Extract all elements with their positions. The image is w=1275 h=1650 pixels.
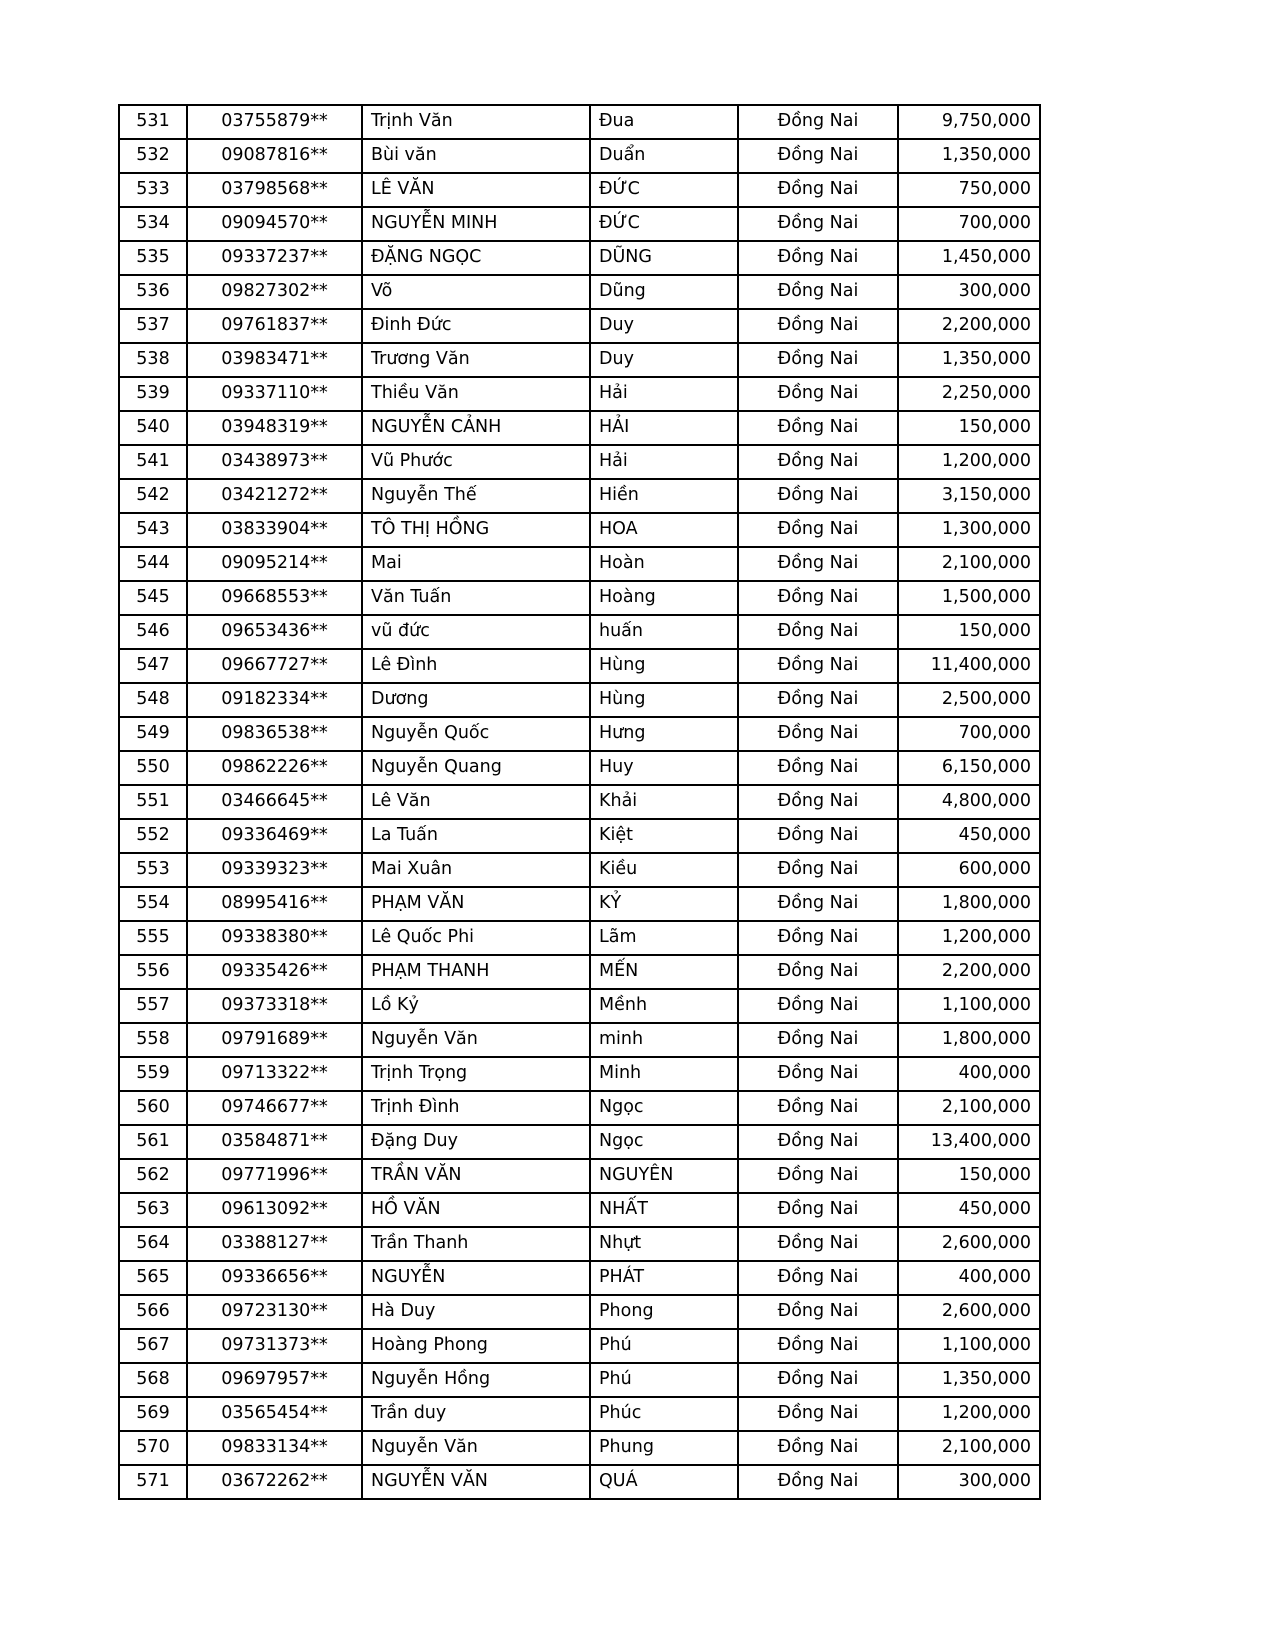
cell-amount: 3,150,000 xyxy=(898,479,1040,513)
cell-given-name: Hà Duy xyxy=(362,1295,590,1329)
cell-phone: 03948319** xyxy=(187,411,362,445)
cell-given-name: Trịnh Trọng xyxy=(362,1057,590,1091)
cell-given-name: Trịnh Đình xyxy=(362,1091,590,1125)
cell-last-name: Hải xyxy=(590,445,738,479)
cell-phone: 08995416** xyxy=(187,887,362,921)
cell-index: 548 xyxy=(119,683,187,717)
table-row xyxy=(119,989,1040,1023)
cell-province: Đồng Nai xyxy=(738,139,898,173)
cell-amount: 1,450,000 xyxy=(898,241,1040,275)
cell-amount: 700,000 xyxy=(898,717,1040,751)
cell-province: Đồng Nai xyxy=(738,887,898,921)
cell-province: Đồng Nai xyxy=(738,751,898,785)
cell-phone: 03983471** xyxy=(187,343,362,377)
cell-index: 563 xyxy=(119,1193,187,1227)
cell-amount: 1,500,000 xyxy=(898,581,1040,615)
cell-province: Đồng Nai xyxy=(738,207,898,241)
cell-given-name: Nguyễn Thế xyxy=(362,479,590,513)
cell-index: 543 xyxy=(119,513,187,547)
cell-index: 569 xyxy=(119,1397,187,1431)
cell-province: Đồng Nai xyxy=(738,377,898,411)
cell-last-name: ĐỨC xyxy=(590,207,738,241)
cell-index: 571 xyxy=(119,1465,187,1499)
table-row xyxy=(119,105,1040,139)
cell-given-name: Nguyễn Quốc xyxy=(362,717,590,751)
cell-last-name: minh xyxy=(590,1023,738,1057)
table-row xyxy=(119,683,1040,717)
cell-index: 553 xyxy=(119,853,187,887)
cell-province: Đồng Nai xyxy=(738,1397,898,1431)
cell-phone: 09338380** xyxy=(187,921,362,955)
cell-given-name: Lê Đình xyxy=(362,649,590,683)
cell-last-name: Hoàn xyxy=(590,547,738,581)
cell-amount: 1,100,000 xyxy=(898,989,1040,1023)
cell-index: 550 xyxy=(119,751,187,785)
table-row xyxy=(119,1227,1040,1261)
cell-phone: 09182334** xyxy=(187,683,362,717)
cell-index: 566 xyxy=(119,1295,187,1329)
cell-amount: 2,600,000 xyxy=(898,1295,1040,1329)
cell-index: 544 xyxy=(119,547,187,581)
cell-last-name: Hải xyxy=(590,377,738,411)
cell-amount: 1,100,000 xyxy=(898,1329,1040,1363)
cell-last-name: Nhựt xyxy=(590,1227,738,1261)
table-row xyxy=(119,1159,1040,1193)
cell-given-name: HỒ VĂN xyxy=(362,1193,590,1227)
table-row xyxy=(119,955,1040,989)
cell-index: 541 xyxy=(119,445,187,479)
cell-last-name: Kiệt xyxy=(590,819,738,853)
cell-index: 559 xyxy=(119,1057,187,1091)
cell-given-name: PHẠM VĂN xyxy=(362,887,590,921)
cell-province: Đồng Nai xyxy=(738,411,898,445)
cell-last-name: HẢI xyxy=(590,411,738,445)
cell-amount: 1,350,000 xyxy=(898,139,1040,173)
cell-amount: 1,350,000 xyxy=(898,343,1040,377)
cell-given-name: NGUYỄN xyxy=(362,1261,590,1295)
cell-amount: 1,350,000 xyxy=(898,1363,1040,1397)
table-row xyxy=(119,309,1040,343)
cell-phone: 09373318** xyxy=(187,989,362,1023)
cell-phone: 03798568** xyxy=(187,173,362,207)
cell-given-name: Đặng Duy xyxy=(362,1125,590,1159)
cell-phone: 03833904** xyxy=(187,513,362,547)
cell-amount: 150,000 xyxy=(898,1159,1040,1193)
table-row xyxy=(119,581,1040,615)
cell-index: 560 xyxy=(119,1091,187,1125)
cell-phone: 09094570** xyxy=(187,207,362,241)
cell-given-name: Nguyễn Hồng xyxy=(362,1363,590,1397)
cell-given-name: Lê Quốc Phi xyxy=(362,921,590,955)
cell-last-name: Đua xyxy=(590,105,738,139)
cell-last-name: NGUYÊN xyxy=(590,1159,738,1193)
table-row xyxy=(119,1091,1040,1125)
cell-province: Đồng Nai xyxy=(738,1057,898,1091)
cell-last-name: Duẩn xyxy=(590,139,738,173)
cell-amount: 1,300,000 xyxy=(898,513,1040,547)
cell-amount: 1,200,000 xyxy=(898,1397,1040,1431)
cell-province: Đồng Nai xyxy=(738,1159,898,1193)
cell-amount: 400,000 xyxy=(898,1057,1040,1091)
cell-province: Đồng Nai xyxy=(738,547,898,581)
cell-index: 531 xyxy=(119,105,187,139)
cell-province: Đồng Nai xyxy=(738,173,898,207)
cell-province: Đồng Nai xyxy=(738,921,898,955)
cell-last-name: huấn xyxy=(590,615,738,649)
table-row xyxy=(119,411,1040,445)
cell-amount: 1,200,000 xyxy=(898,445,1040,479)
cell-last-name: HOA xyxy=(590,513,738,547)
cell-last-name: Dũng xyxy=(590,275,738,309)
cell-phone: 03388127** xyxy=(187,1227,362,1261)
cell-index: 539 xyxy=(119,377,187,411)
cell-province: Đồng Nai xyxy=(738,1431,898,1465)
cell-phone: 03584871** xyxy=(187,1125,362,1159)
cell-province: Đồng Nai xyxy=(738,479,898,513)
cell-given-name: Đinh Đức xyxy=(362,309,590,343)
table-row xyxy=(119,1295,1040,1329)
cell-index: 565 xyxy=(119,1261,187,1295)
cell-last-name: Kiều xyxy=(590,853,738,887)
cell-phone: 09337237** xyxy=(187,241,362,275)
cell-amount: 2,100,000 xyxy=(898,1431,1040,1465)
cell-index: 535 xyxy=(119,241,187,275)
cell-phone: 09668553** xyxy=(187,581,362,615)
cell-phone: 09613092** xyxy=(187,1193,362,1227)
cell-index: 562 xyxy=(119,1159,187,1193)
cell-amount: 2,600,000 xyxy=(898,1227,1040,1261)
cell-province: Đồng Nai xyxy=(738,1023,898,1057)
table-row xyxy=(119,717,1040,751)
cell-last-name: Hùng xyxy=(590,649,738,683)
table-row xyxy=(119,343,1040,377)
cell-given-name: Nguyễn Quang xyxy=(362,751,590,785)
cell-phone: 03466645** xyxy=(187,785,362,819)
cell-index: 532 xyxy=(119,139,187,173)
cell-last-name: Huy xyxy=(590,751,738,785)
cell-province: Đồng Nai xyxy=(738,105,898,139)
cell-given-name: NGUYỄN VĂN xyxy=(362,1465,590,1499)
cell-index: 542 xyxy=(119,479,187,513)
cell-given-name: Nguyễn Văn xyxy=(362,1023,590,1057)
cell-index: 533 xyxy=(119,173,187,207)
table-row xyxy=(119,751,1040,785)
cell-given-name: La Tuấn xyxy=(362,819,590,853)
table-row xyxy=(119,1431,1040,1465)
cell-province: Đồng Nai xyxy=(738,819,898,853)
cell-last-name: Duy xyxy=(590,343,738,377)
cell-amount: 2,200,000 xyxy=(898,309,1040,343)
cell-last-name: QUÁ xyxy=(590,1465,738,1499)
cell-amount: 300,000 xyxy=(898,1465,1040,1499)
cell-index: 554 xyxy=(119,887,187,921)
cell-province: Đồng Nai xyxy=(738,1125,898,1159)
cell-given-name: Võ xyxy=(362,275,590,309)
cell-phone: 03755879** xyxy=(187,105,362,139)
cell-amount: 9,750,000 xyxy=(898,105,1040,139)
cell-index: 558 xyxy=(119,1023,187,1057)
cell-amount: 13,400,000 xyxy=(898,1125,1040,1159)
cell-last-name: DŨNG xyxy=(590,241,738,275)
cell-given-name: ĐẶNG NGỌC xyxy=(362,241,590,275)
cell-amount: 2,250,000 xyxy=(898,377,1040,411)
cell-phone: 09827302** xyxy=(187,275,362,309)
cell-amount: 6,150,000 xyxy=(898,751,1040,785)
cell-amount: 600,000 xyxy=(898,853,1040,887)
cell-index: 545 xyxy=(119,581,187,615)
table-body xyxy=(119,105,1040,1499)
cell-given-name: Bùi văn xyxy=(362,139,590,173)
cell-given-name: Trần Thanh xyxy=(362,1227,590,1261)
cell-phone: 09836538** xyxy=(187,717,362,751)
table-row xyxy=(119,1397,1040,1431)
cell-phone: 03438973** xyxy=(187,445,362,479)
cell-last-name: Ngọc xyxy=(590,1125,738,1159)
cell-index: 567 xyxy=(119,1329,187,1363)
cell-amount: 2,100,000 xyxy=(898,547,1040,581)
cell-phone: 09087816** xyxy=(187,139,362,173)
cell-given-name: Thiều Văn xyxy=(362,377,590,411)
table-row xyxy=(119,1023,1040,1057)
cell-amount: 2,200,000 xyxy=(898,955,1040,989)
cell-phone: 09731373** xyxy=(187,1329,362,1363)
cell-index: 536 xyxy=(119,275,187,309)
cell-phone: 03421272** xyxy=(187,479,362,513)
cell-last-name: Khải xyxy=(590,785,738,819)
cell-index: 534 xyxy=(119,207,187,241)
cell-index: 557 xyxy=(119,989,187,1023)
table-row xyxy=(119,139,1040,173)
cell-last-name: Ngọc xyxy=(590,1091,738,1125)
cell-last-name: Phú xyxy=(590,1329,738,1363)
cell-given-name: Lê Văn xyxy=(362,785,590,819)
cell-given-name: NGUYỄN MINH xyxy=(362,207,590,241)
cell-last-name: Phú xyxy=(590,1363,738,1397)
cell-given-name: Mai Xuân xyxy=(362,853,590,887)
cell-given-name: vũ đức xyxy=(362,615,590,649)
table-row xyxy=(119,1125,1040,1159)
cell-given-name: TRẦN VĂN xyxy=(362,1159,590,1193)
cell-phone: 09746677** xyxy=(187,1091,362,1125)
cell-amount: 2,500,000 xyxy=(898,683,1040,717)
cell-last-name: Phong xyxy=(590,1295,738,1329)
cell-amount: 400,000 xyxy=(898,1261,1040,1295)
cell-last-name: Phung xyxy=(590,1431,738,1465)
cell-province: Đồng Nai xyxy=(738,1465,898,1499)
cell-amount: 300,000 xyxy=(898,275,1040,309)
table-row xyxy=(119,853,1040,887)
cell-index: 568 xyxy=(119,1363,187,1397)
cell-amount: 450,000 xyxy=(898,819,1040,853)
cell-phone: 09653436** xyxy=(187,615,362,649)
cell-province: Đồng Nai xyxy=(738,717,898,751)
table-row xyxy=(119,785,1040,819)
cell-index: 546 xyxy=(119,615,187,649)
cell-given-name: Dương xyxy=(362,683,590,717)
cell-province: Đồng Nai xyxy=(738,1227,898,1261)
cell-amount: 150,000 xyxy=(898,411,1040,445)
cell-given-name: NGUYỄN CẢNH xyxy=(362,411,590,445)
cell-given-name: LÊ VĂN xyxy=(362,173,590,207)
cell-last-name: Lãm xyxy=(590,921,738,955)
cell-index: 561 xyxy=(119,1125,187,1159)
cell-phone: 03565454** xyxy=(187,1397,362,1431)
cell-phone: 09335426** xyxy=(187,955,362,989)
cell-given-name: Trần duy xyxy=(362,1397,590,1431)
table-row xyxy=(119,513,1040,547)
cell-amount: 1,200,000 xyxy=(898,921,1040,955)
cell-last-name: Mềnh xyxy=(590,989,738,1023)
table-row xyxy=(119,615,1040,649)
table-row xyxy=(119,275,1040,309)
cell-index: 555 xyxy=(119,921,187,955)
cell-province: Đồng Nai xyxy=(738,853,898,887)
cell-province: Đồng Nai xyxy=(738,989,898,1023)
cell-province: Đồng Nai xyxy=(738,785,898,819)
beneficiary-table xyxy=(118,104,1041,1500)
cell-amount: 700,000 xyxy=(898,207,1040,241)
cell-province: Đồng Nai xyxy=(738,683,898,717)
cell-last-name: ĐỨC xyxy=(590,173,738,207)
cell-last-name: Duy xyxy=(590,309,738,343)
table-row xyxy=(119,241,1040,275)
cell-phone: 09713322** xyxy=(187,1057,362,1091)
table-row xyxy=(119,1193,1040,1227)
cell-amount: 450,000 xyxy=(898,1193,1040,1227)
cell-index: 549 xyxy=(119,717,187,751)
cell-given-name: Văn Tuấn xyxy=(362,581,590,615)
cell-amount: 1,800,000 xyxy=(898,887,1040,921)
cell-phone: 09336469** xyxy=(187,819,362,853)
cell-index: 570 xyxy=(119,1431,187,1465)
table-row xyxy=(119,649,1040,683)
cell-province: Đồng Nai xyxy=(738,955,898,989)
cell-given-name: TÔ THỊ HỒNG xyxy=(362,513,590,547)
table-row xyxy=(119,1363,1040,1397)
cell-phone: 09667727** xyxy=(187,649,362,683)
cell-last-name: MẾN xyxy=(590,955,738,989)
cell-phone: 09095214** xyxy=(187,547,362,581)
cell-last-name: PHÁT xyxy=(590,1261,738,1295)
cell-last-name: Hoàng xyxy=(590,581,738,615)
cell-phone: 09339323** xyxy=(187,853,362,887)
cell-amount: 2,100,000 xyxy=(898,1091,1040,1125)
cell-province: Đồng Nai xyxy=(738,309,898,343)
table-row xyxy=(119,479,1040,513)
cell-given-name: Hoàng Phong xyxy=(362,1329,590,1363)
cell-given-name: Nguyễn Văn xyxy=(362,1431,590,1465)
cell-province: Đồng Nai xyxy=(738,513,898,547)
cell-index: 540 xyxy=(119,411,187,445)
cell-last-name: Hưng xyxy=(590,717,738,751)
cell-province: Đồng Nai xyxy=(738,445,898,479)
cell-province: Đồng Nai xyxy=(738,615,898,649)
cell-phone: 09337110** xyxy=(187,377,362,411)
cell-index: 547 xyxy=(119,649,187,683)
cell-province: Đồng Nai xyxy=(738,1295,898,1329)
cell-province: Đồng Nai xyxy=(738,1193,898,1227)
cell-amount: 150,000 xyxy=(898,615,1040,649)
table-row xyxy=(119,547,1040,581)
cell-province: Đồng Nai xyxy=(738,241,898,275)
cell-phone: 09336656** xyxy=(187,1261,362,1295)
table-row xyxy=(119,1329,1040,1363)
cell-province: Đồng Nai xyxy=(738,1261,898,1295)
cell-index: 556 xyxy=(119,955,187,989)
table-row xyxy=(119,1057,1040,1091)
cell-amount: 4,800,000 xyxy=(898,785,1040,819)
table-row xyxy=(119,207,1040,241)
cell-amount: 750,000 xyxy=(898,173,1040,207)
cell-province: Đồng Nai xyxy=(738,649,898,683)
table-row xyxy=(119,1465,1040,1499)
cell-phone: 09833134** xyxy=(187,1431,362,1465)
cell-given-name: PHẠM THANH xyxy=(362,955,590,989)
cell-phone: 09723130** xyxy=(187,1295,362,1329)
cell-phone: 09791689** xyxy=(187,1023,362,1057)
cell-phone: 09862226** xyxy=(187,751,362,785)
cell-given-name: Lồ Kỷ xyxy=(362,989,590,1023)
cell-amount: 1,800,000 xyxy=(898,1023,1040,1057)
cell-phone: 09771996** xyxy=(187,1159,362,1193)
cell-index: 538 xyxy=(119,343,187,377)
cell-index: 551 xyxy=(119,785,187,819)
cell-given-name: Trịnh Văn xyxy=(362,105,590,139)
cell-province: Đồng Nai xyxy=(738,581,898,615)
cell-last-name: NHẤT xyxy=(590,1193,738,1227)
cell-last-name: Hùng xyxy=(590,683,738,717)
cell-phone: 03672262** xyxy=(187,1465,362,1499)
cell-last-name: KỶ xyxy=(590,887,738,921)
cell-amount: 11,400,000 xyxy=(898,649,1040,683)
cell-index: 564 xyxy=(119,1227,187,1261)
cell-province: Đồng Nai xyxy=(738,275,898,309)
cell-last-name: Minh xyxy=(590,1057,738,1091)
table-row xyxy=(119,377,1040,411)
cell-phone: 09761837** xyxy=(187,309,362,343)
cell-index: 537 xyxy=(119,309,187,343)
table-row xyxy=(119,887,1040,921)
cell-given-name: Mai xyxy=(362,547,590,581)
cell-given-name: Trương Văn xyxy=(362,343,590,377)
table-row xyxy=(119,445,1040,479)
cell-phone: 09697957** xyxy=(187,1363,362,1397)
table-row xyxy=(119,1261,1040,1295)
cell-index: 552 xyxy=(119,819,187,853)
cell-last-name: Hiền xyxy=(590,479,738,513)
cell-given-name: Vũ Phước xyxy=(362,445,590,479)
cell-province: Đồng Nai xyxy=(738,1091,898,1125)
cell-last-name: Phúc xyxy=(590,1397,738,1431)
table-row xyxy=(119,921,1040,955)
cell-province: Đồng Nai xyxy=(738,343,898,377)
table-row xyxy=(119,819,1040,853)
cell-province: Đồng Nai xyxy=(738,1329,898,1363)
table-row xyxy=(119,173,1040,207)
cell-province: Đồng Nai xyxy=(738,1363,898,1397)
